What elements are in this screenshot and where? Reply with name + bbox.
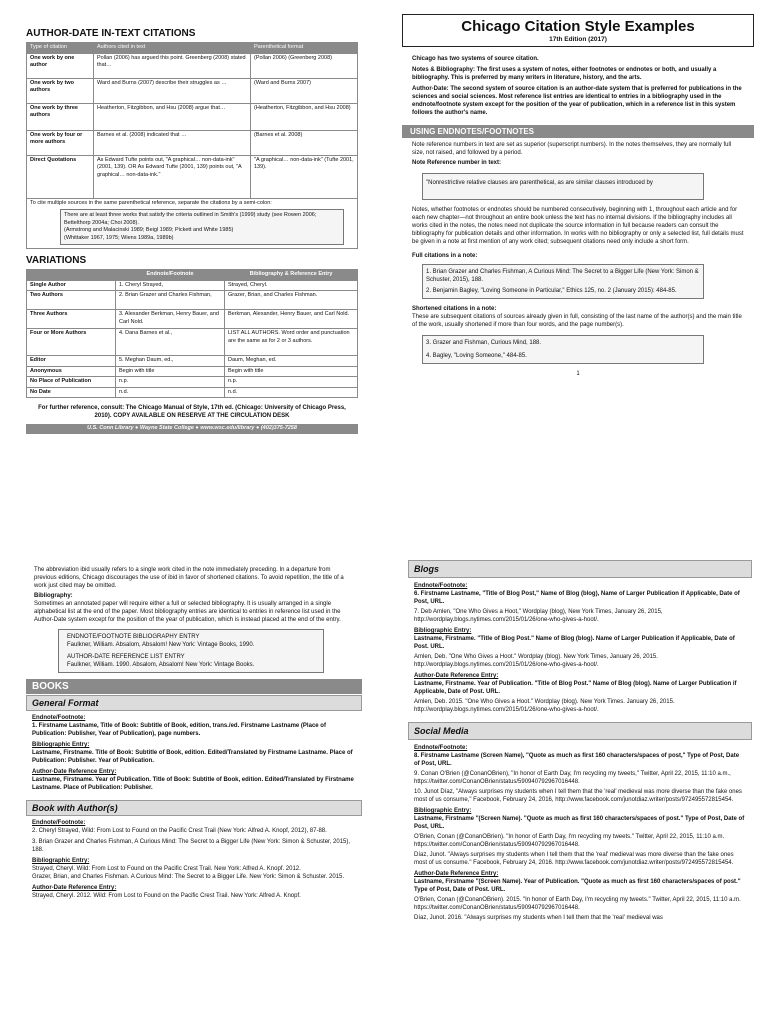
subsection-social-media: Social Media <box>408 722 752 740</box>
label: Author-Date Reference Entry: <box>414 673 499 679</box>
citation: 6. Firstname Lastname, "Title of Blog Post," Name of Blog (blog), Name of Larger Publication if Applicable, Date of Post, URL. <box>414 591 740 605</box>
label: Bibliographic Entry: <box>32 858 90 864</box>
box-line: Faulkner, William. 1990. Absalom, Absalom! New York: Vintage Books. <box>67 662 255 668</box>
citation: Amlen, Deb. "One Who Gives a Hoot." Wordplay (blog). New York Times, January 26, 2015. http://wordplay.blogs.nytimes.com/2015/01/26/one-who-gives-a-hoot/. <box>414 654 658 668</box>
cell: One work by two authors <box>27 78 94 103</box>
edition: 17th Edition (2017) <box>549 36 607 43</box>
table-row <box>27 387 358 398</box>
cell <box>27 198 358 249</box>
para: The abbreviation ibid usually refers to a single work cited in the note immediately preceding. In a departure from previous editions, Chicago discourages the use of ibid in favor of shortened citations. To avoid repetition, the title of a work just cited may be omitted. <box>34 567 344 589</box>
subsection-blogs: Blogs <box>408 560 752 578</box>
subsection-book-authors: Book with Author(s) <box>26 800 362 816</box>
citation: 9. Conan O'Brien (@ConanOBrien), "In honor of Earth Day, I'm recycling my tweets," Twitter, April 22, 2015, 11:10 a.m., https://twitter.com/ConanOBrien/status/590940792967016448. <box>414 771 731 785</box>
label: Endnote/Footnote: <box>32 715 86 721</box>
cell: Begin with title <box>116 366 225 377</box>
cell: Single Author <box>27 280 116 291</box>
citation: Lastname, Firstname "(Screen Name). Year of Publication. "Quote as much as first 160 characters/spaces of post." Type of Post, Date of Post. URL. <box>414 879 741 893</box>
cell: As Edward Tufte points out, "A graphical… non-data-ink" (2001, 139). OR As Edward Tufte (2001, 139) points out, "A graphical… non-data-ink." <box>94 155 251 198</box>
citation: Grazer, Brian, and Charles Fishman. A Curious Mind: The Secret to a Bigger Life. New York: Simon & Schuster. 2015. <box>32 874 345 880</box>
general-body <box>26 711 362 792</box>
cell: Two Authors <box>27 291 116 310</box>
table-row <box>27 78 358 103</box>
cell: "A graphical… non-data-ink" (Tufte 2001, 139). <box>251 155 358 198</box>
citation: Amlen, Deb. 2015. "One Who Gives a Hoot." Wordplay (blog). New York Times. January 26, 2015. http://wordplay.blogs.nytimes.com/2015/01/26/one-who-gives-a-hoot/. <box>414 699 675 713</box>
section-title-variations: VARIATIONS <box>26 255 87 266</box>
endnotes-body <box>402 138 754 378</box>
col-header: Authors cited in text <box>94 43 251 54</box>
table-row <box>27 130 358 155</box>
cell: n.d. <box>116 387 225 398</box>
table-row <box>27 155 358 198</box>
para: These are subsequent citations of sources already given in full, consisting of the last name of the author(s) and the main title of the work, usually shortened if more than four words, and the page number(s). <box>412 314 742 328</box>
book-authors-body <box>26 816 362 900</box>
table-row <box>27 53 358 78</box>
table-row <box>27 366 358 377</box>
blogs-body <box>408 578 752 714</box>
citation: 1. Firstname Lastname, Title of Book: Subtitle of Book, edition, trans./ed. Firstname Lastname (Place of Publication: Publisher, Year of Publication), page numbers. <box>32 723 326 737</box>
example-box: "Nonrestrictive relative clauses are parenthetical, as are similar clauses introduced by <box>422 173 704 200</box>
citation: Lastname, Firstname "(Screen Name). "Quote as much as first 160 characters/spaces of post." Type of Post, Date of Post, URL. <box>414 816 745 830</box>
label: Author-Date Reference Entry: <box>414 871 499 877</box>
label: Bibliography: <box>34 593 73 599</box>
citation: 4. Bagley, "Loving Someone," 484-85. <box>426 353 527 359</box>
intro-block <box>402 47 754 117</box>
citation: O'Brien, Conan (@ConanOBrien). 2015. "In honor of Earth Day, I'm recycling my tweets." Twitter, April 22, 2015, 11:10 a.m. https://twitter.com/ConanOBrien/status/590940792967016448. <box>414 897 741 911</box>
cell: (Ward and Burns 2007) <box>251 78 358 103</box>
citation: 3. Grazer and Fishman, Curious Mind, 188. <box>426 340 542 346</box>
cell: Daum, Meghan, ed. <box>225 356 358 367</box>
cell: One work by three authors <box>27 103 94 130</box>
cell: (Heatherton, Fitzgibbon, and Hsu 2008) <box>251 103 358 130</box>
title-box <box>402 14 754 47</box>
cell: Direct Quotations <box>27 155 94 198</box>
citation: 1. Brian Grazer and Charles Fishman, A Curious Mind: The Secret to a Bigger Life (New York: Simon & Schuster, 2015), 188. <box>426 269 699 283</box>
para: Notes, whether footnotes or endnotes should be numbered consecutively, beginning with 1, throughout each article and for each new chapter—not throughout an entire book unless the text has no internal divisions. If the bibliography includes all works cited in the notes, the notes need not duplicate the source information in full because readers can consult the bibliography for publication details and other information. In works with no bibliography or only a selected list, full details must be given in a note at first mention of any work cited; subsequent citations need only include a short form. <box>412 207 744 245</box>
section-books: BOOKS <box>26 679 362 694</box>
cell: Anonymous <box>27 366 116 377</box>
citation: 2. Benjamin Bagley, "Loving Someone in Particular," Ethics 125, no. 2 (January 2015): 484-85. <box>426 288 677 294</box>
box-line: ENDNOTE/FOOTNOTE BIBLIOGRAPHY ENTRY <box>67 634 200 640</box>
col-header: Bibliography & Reference Entry <box>225 270 358 281</box>
cell: 3. Alexander Berkman, Henry Bauer, and Carl Nold. <box>116 310 225 329</box>
col-header <box>27 270 116 281</box>
multi-line: There are at least three works that satisfy the criteria outlined in Smith's (1999) study (see Rowen 2006; Bettelthorp 2004a; Choi 2008). <box>64 212 317 226</box>
box-line: Faulkner, William. Absalom, Absalom! New York: Vintage Books, 1990. <box>67 642 255 648</box>
citation: Lastname, Firstname. Year of Publication. Title of Book: Subtitle of Book, edition. Edited/Translated by Firstname Lastname. Place of Publication: Publisher. <box>32 777 354 791</box>
cell: n.p. <box>225 377 358 388</box>
cell: No Date <box>27 387 116 398</box>
col-header: Type of citation <box>27 43 94 54</box>
library-footer: U.S. Conn Library ● Wayne State College ● www.wsc.edu/library ● (402)375-7258 <box>26 424 358 434</box>
cell: n.p. <box>116 377 225 388</box>
intro-text: Author-Date: The second system of source citation is an author-date system that is preferred for publications in the sciences and social sciences. Most reference list entries are identical to entries in a bibliography used in the endnote/footnote system except for the position of the year of publication, which in a reference list in this system follows the author's name. <box>412 86 742 116</box>
cell: Ward and Burns (2007) describe their struggles as … <box>94 78 251 103</box>
cell: No Place of Publication <box>27 377 116 388</box>
multi-intro: To cite multiple sources in the same parenthetical reference, separate the citations by a semi-colon: <box>30 199 272 206</box>
label: Full citations in a note: <box>412 253 478 259</box>
ibid-block <box>26 566 362 673</box>
label: Bibliographic Entry: <box>414 628 472 634</box>
cell: (Barnes et al. 2008) <box>251 130 358 155</box>
cell: Grazer, Brian, and Charles Fishman. <box>225 291 358 310</box>
table-row <box>27 310 358 329</box>
citation: Díaz, Junot. 2016. "Always surprises my students when I tell them that the 'real' medieval was <box>414 915 663 921</box>
table-row <box>27 377 358 388</box>
citation: Díaz, Junot. "Always surprises my students when I tell them that the 'real' medieval was more diverse than the fake ones most of us consume." Facebook, February 24, 2016. http://www.facebook.com/junotdiaz.writer/posts/972495572815454. <box>414 852 734 866</box>
label: Shortened citations in a note: <box>412 306 497 312</box>
label: Bibliographic Entry: <box>414 808 472 814</box>
citation: 7. Deb Amlen, "One Who Gives a Hoot," Wordplay (blog), New York Times, January 26, 2015, http://wordplay.blogs.nytimes.com/2015/01/26/one-who-gives-a-hoot/. <box>414 609 663 623</box>
section-title-in-text: AUTHOR-DATE IN-TEXT CITATIONS <box>26 28 196 39</box>
page-bottom-right <box>408 560 752 1024</box>
cell: 5. Meghan Daum, ed., <box>116 356 225 367</box>
label: Endnote/Footnote: <box>414 583 468 589</box>
cell: n.d. <box>225 387 358 398</box>
table-row <box>27 356 358 367</box>
cell: 4. Dana Barnes et al., <box>116 329 225 356</box>
citation: 2. Cheryl Strayed, Wild: From Lost to Found on the Pacific Crest Trail (New York: Alfred A. Knopf, 2012), 87-88. <box>32 828 327 834</box>
para: Sometimes an annotated paper will require either a full or selected bibliography. It is usually arranged in a single alphabetical list at the end of the paper. Most bibliography entries are identical to entries in reference list used in the Author-Date system except for the position of the year of publication, which is instead placed at the end of the entry. <box>34 601 341 623</box>
social-body <box>408 740 752 922</box>
citation: Lastname, Firstname. Title of Book: Subtitle of Book, edition. Edited/Translated by Firstname Lastname. Place of Publication: Publisher. Year of Publication. <box>32 750 353 764</box>
label: Author-Date Reference Entry: <box>32 885 117 891</box>
citation: Strayed, Cheryl. 2012. Wild: From Lost to Found on the Pacific Crest Trail. New York: Alfred A. Knopf. <box>32 893 301 899</box>
section-endnotes: USING ENDNOTES/FOOTNOTES <box>402 125 754 138</box>
page-title: Chicago Citation Style Examples <box>461 18 695 35</box>
multi-line: (Armstrong and Malacinski 1989; Beigl 1989; Pickett and White 1985) <box>64 227 234 233</box>
subsection-general: General Format <box>26 695 362 711</box>
cell: Berkman, Alexander, Henry Bauer, and Carl Nold. <box>225 310 358 329</box>
cell: Strayed, Cheryl. <box>225 280 358 291</box>
cell: (Pollan 2006) (Greenberg 2008) <box>251 53 358 78</box>
cell: Three Authors <box>27 310 116 329</box>
table-row <box>27 280 358 291</box>
citation: 10. Junot Díaz, "Always surprises my students when I tell them that the 'real' medieval was more diverse than the fake ones most of us consume," Facebook, February 24, 2016, http://www.facebook.com/junotdiaz.writer/posts/972495572815454. <box>414 789 742 803</box>
cell: One work by one author <box>27 53 94 78</box>
variations-table <box>26 269 358 398</box>
cell: Four or More Authors <box>27 329 116 356</box>
label: Author-Date Reference Entry: <box>32 769 117 775</box>
citation: Strayed, Cheryl. Wild: From Lost to Found on the Pacific Crest Trail. New York: Alfred A. Knopf. 2012. <box>32 866 301 872</box>
box-line: AUTHOR-DATE REFERENCE LIST ENTRY <box>67 654 185 660</box>
in-text-table <box>26 42 358 249</box>
citation: O'Brien, Conan (@ConanOBrien). "In honor of Earth Day, I'm recycling my tweets." Twitter, April 22, 2015, 11:10 a.m. https://twitter.com/ConanOBrien/status/590940792967016448. <box>414 834 725 848</box>
cell: Barnes et al. (2008) indicated that … <box>94 130 251 155</box>
cell: Editor <box>27 356 116 367</box>
cell: 1. Cheryl Strayed, <box>116 280 225 291</box>
further-reference: For further reference, consult: The Chicago Manual of Style, 17th ed. (Chicago: University of Chicago Press, 2010). COPY AVAILABLE ON RESERVE AT THE CIRCULATION DESK <box>38 405 346 419</box>
label: Endnote/Footnote: <box>414 745 468 751</box>
para: Note reference numbers in text are set as superior (superscript numbers). In the notes themselves, they are normally full size, not raised, and followed by a period. <box>412 142 732 156</box>
page-bottom-left <box>26 566 362 1024</box>
intro-text: Notes & Bibliography: The first uses a system of notes, either footnotes or endnotes or both, and usually a bibliography. This is preferred by many writers in literature, history, and the arts. <box>412 67 717 81</box>
short-citations-box <box>422 335 704 364</box>
col-header: Parenthetical format <box>251 43 358 54</box>
multi-box <box>60 209 344 245</box>
full-citations-box <box>422 264 704 299</box>
citation: 3. Brian Grazer and Charles Fishman, A Curious Mind: The Secret to a Bigger Life (New York: Simon & Schuster, 2015), 188. <box>32 839 351 853</box>
page-number: 1 <box>576 371 580 377</box>
citation: Lastname, Firstname. Year of Publication. "Title of Blog Post." Name of Blog (blog). Name of Larger Publication if Applicable, Date of Post. URL. <box>414 681 737 695</box>
col-header: Endnote/Footnote <box>116 270 225 281</box>
label: Bibliographic Entry: <box>32 742 90 748</box>
cell: Begin with title <box>225 366 358 377</box>
citation: 8. Firstname Lastname (Screen Name), "Quote as much as first 160 characters/spaces of post," Type of Post, Date of Post, URL. <box>414 753 740 767</box>
table-row <box>27 103 358 130</box>
label: Endnote/Footnote: <box>32 820 86 826</box>
cell: Heatherton, Fitzgibbon, and Hsu (2008) argue that… <box>94 103 251 130</box>
para: Note Reference number in text: <box>412 160 502 166</box>
cell: 2. Brian Grazer and Charles Fishman, <box>116 291 225 310</box>
page-top-right <box>402 14 754 530</box>
cell: One work by four or more authors <box>27 130 94 155</box>
intro-text: Chicago has two systems of source citation. <box>412 56 539 62</box>
cell: LIST ALL AUTHORS. Word order and punctuation are the same as for 2 or 3 authors. <box>225 329 358 356</box>
cell: Pollan (2006) has argued this point. Greenberg (2008) stated that… <box>94 53 251 78</box>
bib-example-box <box>58 629 324 673</box>
table-row <box>27 291 358 310</box>
citation: Lastname, Firstname. "Title of Blog Post." Name of Blog (blog). Name of Larger Publication if Applicable, Date of Post. URL. <box>414 636 735 650</box>
table-row <box>27 198 358 249</box>
multi-line: (Whittaker 1967, 1975; Wiens 1989a, 1989b) <box>64 234 174 241</box>
page-top-left <box>26 28 358 528</box>
table-row <box>27 329 358 356</box>
